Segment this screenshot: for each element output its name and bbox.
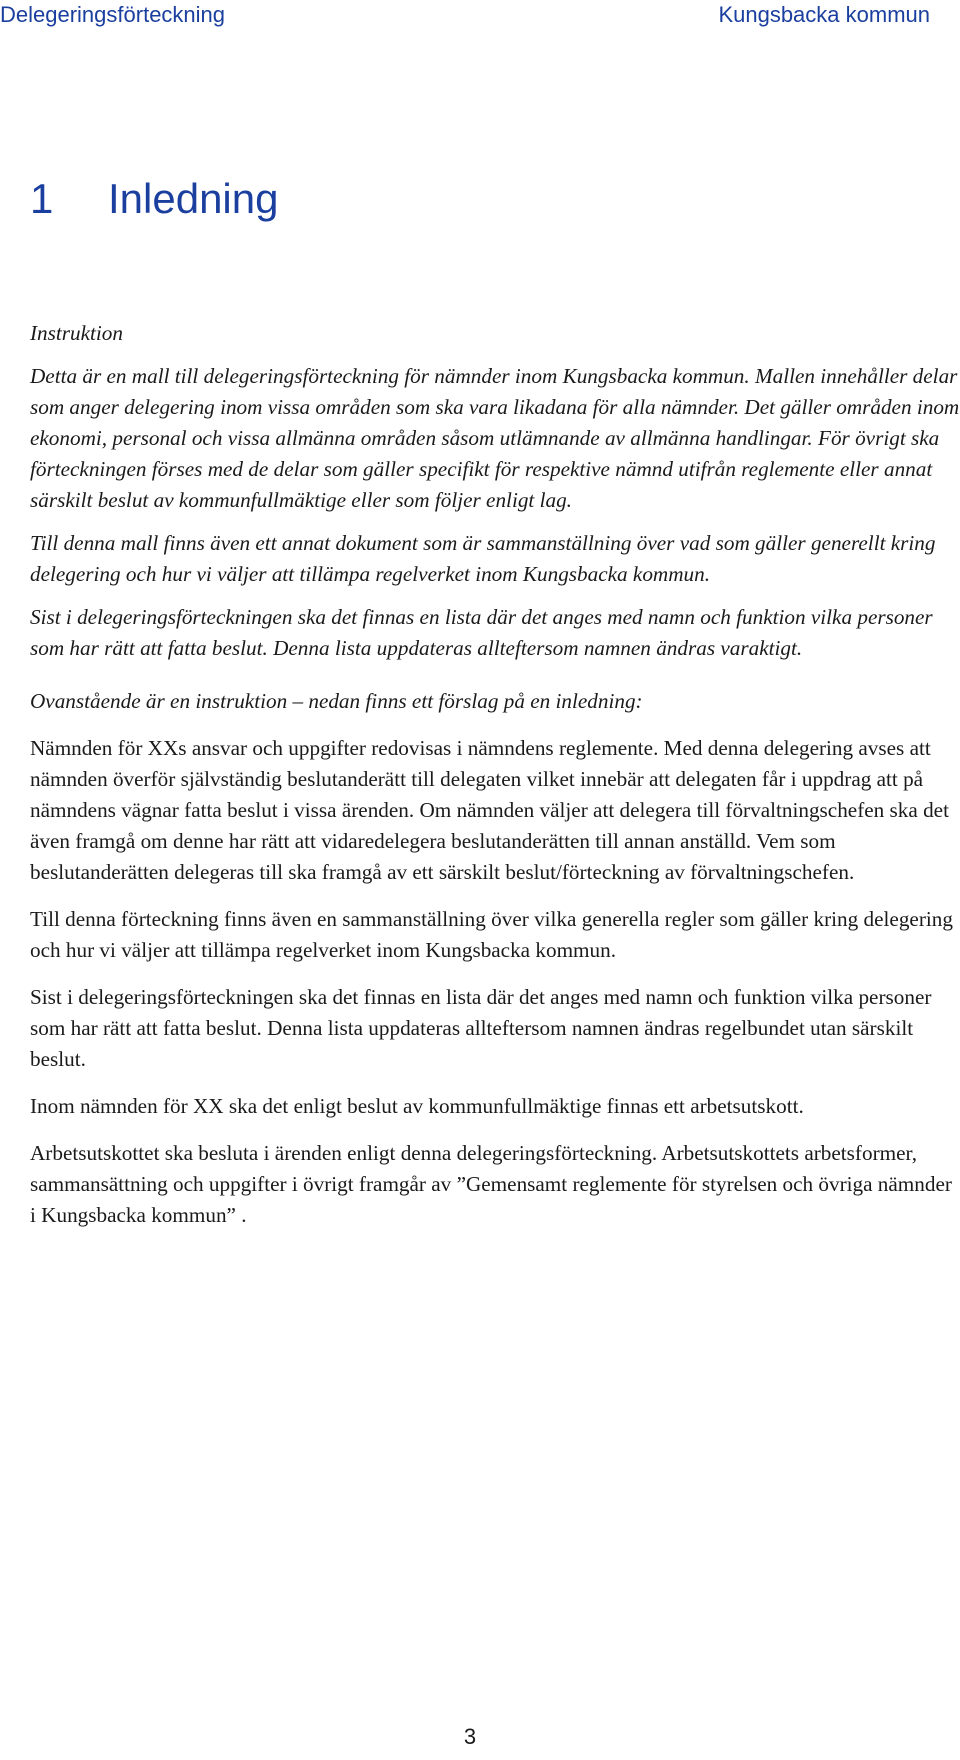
page-number: 3: [463, 1724, 477, 1749]
body-paragraph: Inom nämnden för XX ska det enligt beslut av kommunfullmäktige finnas ett arbetsutskott.: [30, 1094, 804, 1118]
document-body: [30, 318, 960, 1243]
instruction-transition: Ovanstående är en instruktion – nedan finns ett förslag på en inledning:: [30, 689, 643, 713]
instruction-label: Instruktion: [30, 321, 123, 345]
section-number: 1: [30, 175, 54, 222]
instruction-paragraph: Till denna mall finns även ett annat dokument som är sammanställning över vad som gäller generellt kring delegering och hur vi väljer att tillämpa regelverket inom Kungsbacka kommun.: [30, 531, 936, 586]
page-header: [0, 0, 930, 30]
organization-name: Kungsbacka kommun: [718, 2, 930, 27]
body-paragraph: Till denna förteckning finns även en sammanställning över vilka generella regler som gäller kring delegering och hur vi väljer att tillämpa regelverket inom Kungsbacka kommun.: [30, 907, 953, 962]
instruction-paragraph: Detta är en mall till delegeringsförteckning för nämnder inom Kungsbacka kommun. Mallen innehåller delar som anger delegering inom vissa områden som ska vara likadana för alla nämnder. Det gäller områden inom ekonomi, personal och vissa allmänna områden såsom utlämnande av allmänna handlingar. För övrigt ska förteckningen förses med de delar som gäller specifikt för respektive nämnd utifrån reglemente eller annat särskilt beslut av kommunfullmäktige eller som följer enligt lag.: [30, 364, 960, 512]
instruction-paragraph: Sist i delegeringsförteckningen ska det finnas en lista där det anges med namn och funktion vilka personer som har rätt att fatta beslut. Denna lista uppdateras allteftersom namnen ändras varaktigt.: [30, 605, 933, 660]
body-paragraph: Nämnden för XXs ansvar och uppgifter redovisas i nämndens reglemente. Med denna delegering avses att nämnden överför självständig beslutanderätt till delegaten vilket innebär att delegaten får i uppdrag att på nämndens vägnar fatta beslut i vissa ärenden. Om nämnden väljer att delegera till förvaltningschefen ska det även framgå om denne har rätt att vidaredelegera beslutanderätten till annan anställd. Vem som beslutanderätten delegeras till ska framgå av ett särskilt beslut/förteckning av förvaltningschefen.: [30, 736, 949, 884]
document-title: Delegeringsförteckning: [0, 2, 226, 27]
section-heading: [30, 176, 278, 222]
section-title: Inledning: [108, 175, 279, 222]
body-paragraph: Sist i delegeringsförteckningen ska det finnas en lista där det anges med namn och funktion vilka personer som har rätt att fatta beslut. Denna lista uppdateras allteftersom namnen ändras regelbundet utan särskilt beslut.: [30, 985, 932, 1071]
body-paragraph: Arbetsutskottet ska besluta i ärenden enligt denna delegeringsförteckning. Arbetsutskottets arbetsformer, sammansättning och uppgifter i övrigt framgår av ”Gemensamt reglemente för styrelsen och övriga nämnder i Kungsbacka kommun” .: [30, 1141, 952, 1227]
